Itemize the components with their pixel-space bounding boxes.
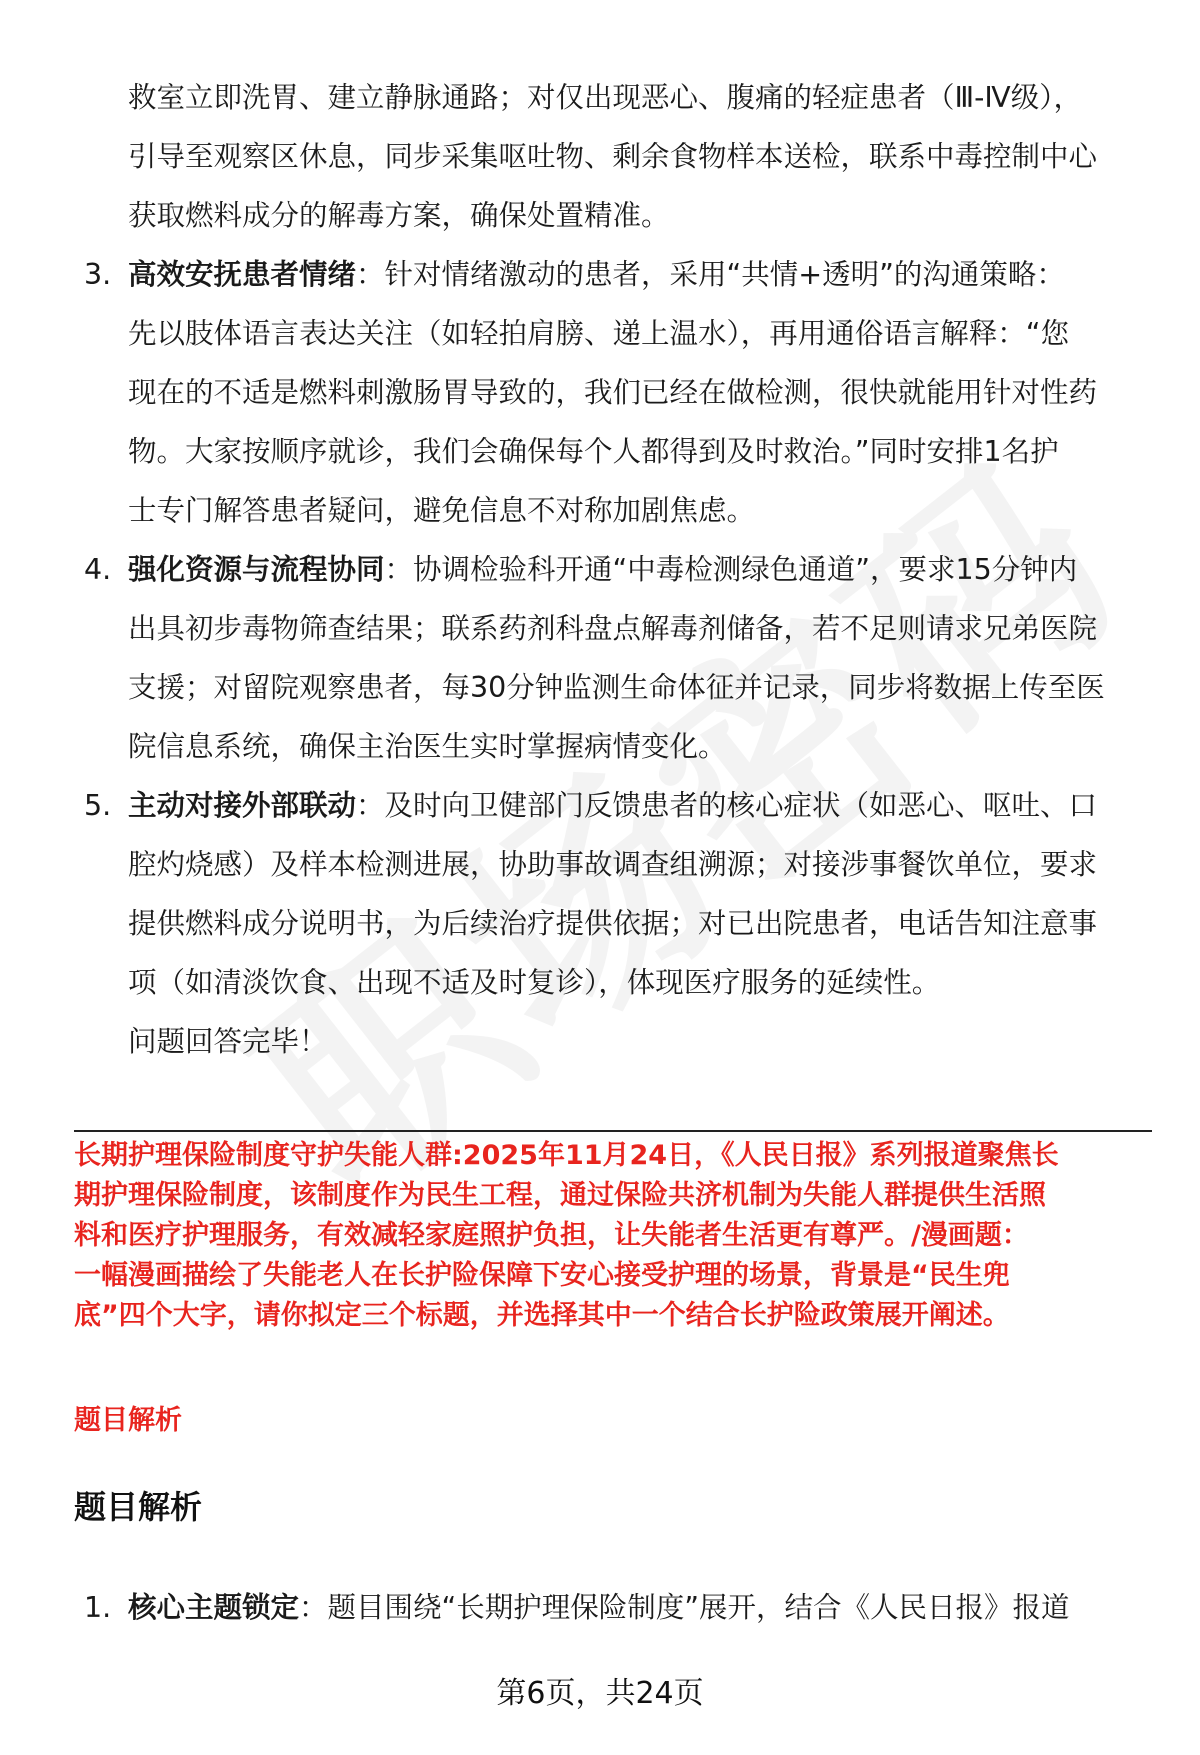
divider: [74, 1130, 1152, 1132]
text-line: 腔灼烧感）及样本检测进展，协助事故调查组溯源；对接涉事餐饮单位，要求: [128, 848, 1098, 881]
text-line: 项（如清淡饮食、出现不适及时复诊），体现医疗服务的延续性。: [128, 966, 941, 999]
list-number: 1.: [84, 1591, 112, 1624]
question-line: 底”四个大字，请你拟定三个标题，并选择其中一个结合长护险政策展开阐述。: [74, 1300, 1010, 1331]
text-line: 获取燃料成分的解毒方案，确保处置精准。: [128, 199, 670, 232]
continuation-paragraph: [128, 68, 1144, 245]
page-number: 第6页，共24页: [496, 1676, 704, 1711]
question-line: 期护理保险制度，该制度作为民生工程，通过保险共济机制为失能人群提供生活照: [74, 1180, 1046, 1211]
text-line: 现在的不适是燃料刺激肠胃导致的，我们已经在做检测，很快就能用针对性药: [128, 376, 1098, 409]
list-item-4: [128, 540, 1144, 776]
text-line: [128, 1578, 1144, 1637]
list-item-3: [128, 245, 1144, 540]
item-text: ：针对情绪激动的患者，采用“共情+透明”的沟通策略：: [356, 258, 1065, 291]
item-text: ：题目围绕“长期护理保险制度”展开，结合《人民日报》报道: [299, 1591, 1070, 1624]
list-item-1: [128, 1578, 1144, 1637]
text-line: 先以肢体语言表达关注（如轻拍肩膀、递上温水），再用通俗语言解释：“您: [128, 317, 1070, 350]
text-line: 物。大家按顺序就诊，我们会确保每个人都得到及时救治。”同时安排1名护: [128, 435, 1059, 468]
item-text: ：及时向卫健部门反馈患者的核心症状（如恶心、呕吐、口: [356, 789, 1098, 822]
text-line: [128, 776, 1144, 835]
text-line: 支援；对留院观察患者，每30分钟监测生命体征并记录，同步将数据上传至医: [128, 671, 1105, 704]
text-line: [128, 540, 1144, 599]
list-number: 4.: [84, 553, 112, 586]
list-number: 3.: [84, 258, 112, 291]
question-line: 长期护理保险制度守护失能人群:2025年11月24日，《人民日报》系列报道聚焦长: [74, 1140, 1059, 1171]
closing-text: 问题回答完毕！: [128, 1025, 328, 1058]
text-line: 救室立即洗胃、建立静脉通路；对仅出现恶心、腹痛的轻症患者（Ⅲ-Ⅳ级），: [128, 81, 1082, 114]
list-number: 5.: [84, 789, 112, 822]
text-line: 院信息系统，确保主治医生实时掌握病情变化。: [128, 730, 727, 763]
item-title: 核心主题锁定: [128, 1591, 300, 1624]
list-item-5: [128, 776, 1144, 1012]
question-line: 一幅漫画描绘了失能老人在长护险保障下安心接受护理的场景，背景是“民生兜: [74, 1260, 1010, 1291]
text-line: 提供燃料成分说明书，为后续治疗提供依据；对已出院患者，电话告知注意事: [128, 907, 1098, 940]
text-line: 引导至观察区休息，同步采集呕吐物、剩余食物样本送检，联系中毒控制中心: [128, 140, 1098, 173]
item-text: ：协调检验科开通“中毒检测绿色通道”，要求15分钟内: [384, 553, 1078, 586]
text-line: [128, 245, 1144, 304]
section-title: 题目解析: [74, 1488, 203, 1526]
item-title: 主动对接外部联动: [128, 789, 357, 822]
question-line: 料和医疗护理服务，有效减轻家庭照护负担，让失能者生活更有尊严。/漫画题：: [74, 1220, 1029, 1251]
analysis-label: 题目解析: [74, 1405, 182, 1436]
question-block: [74, 1136, 1152, 1336]
item-title: 高效安抚患者情绪: [128, 258, 357, 291]
text-line: 出具初步毒物筛查结果；联系药剂科盘点解毒剂储备，若不足则请求兄弟医院: [128, 612, 1098, 645]
text-line: 士专门解答患者疑问，避免信息不对称加剧焦虑。: [128, 494, 756, 527]
item-title: 强化资源与流程协同: [128, 553, 385, 586]
